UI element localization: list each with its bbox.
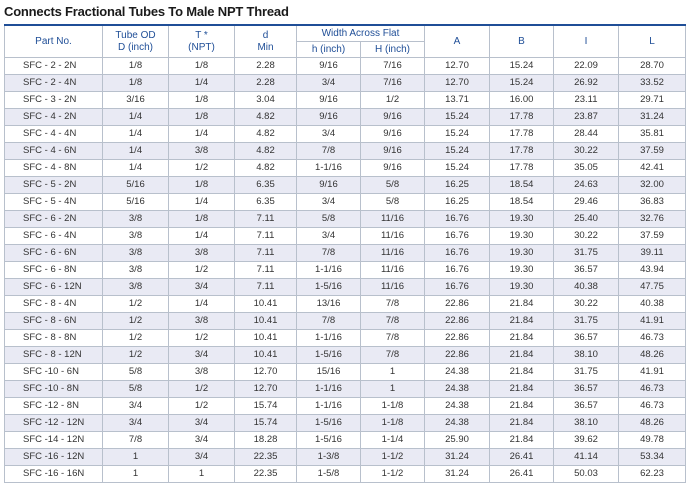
cell-i: 40.38 <box>554 279 619 296</box>
table-row <box>5 330 686 347</box>
cell-t-npt: 3/4 <box>169 347 235 364</box>
cell-a: 25.90 <box>425 432 490 449</box>
cell-b: 21.84 <box>490 330 554 347</box>
cell-h-large: 5/8 <box>361 177 425 194</box>
cell-l: 62.23 <box>619 466 686 483</box>
header-part-no: Part No. <box>5 25 103 58</box>
page-title: Connects Fractional Tubes To Male NPT Thread <box>4 4 289 19</box>
cell-h-large: 1 <box>361 364 425 381</box>
cell-h-large: 9/16 <box>361 160 425 177</box>
cell-d-min: 22.35 <box>235 449 297 466</box>
table-row <box>5 279 686 296</box>
cell-i: 36.57 <box>554 262 619 279</box>
cell-l: 36.83 <box>619 194 686 211</box>
cell-tube-od: 1/2 <box>103 296 169 313</box>
cell-b: 18.54 <box>490 177 554 194</box>
cell-i: 41.14 <box>554 449 619 466</box>
cell-a: 15.24 <box>425 109 490 126</box>
cell-a: 16.25 <box>425 177 490 194</box>
header-h-inch-small: h (inch) <box>297 42 361 58</box>
cell-h-large: 7/8 <box>361 330 425 347</box>
cell-t-npt: 1/2 <box>169 160 235 177</box>
cell-i: 35.05 <box>554 160 619 177</box>
cell-h-small: 3/4 <box>297 75 361 92</box>
cell-t-npt: 1/4 <box>169 194 235 211</box>
cell-l: 41.91 <box>619 313 686 330</box>
cell-i: 39.62 <box>554 432 619 449</box>
cell-a: 16.25 <box>425 194 490 211</box>
cell-i: 26.92 <box>554 75 619 92</box>
table-row <box>5 415 686 432</box>
cell-part-no: SFC -12 - 8N <box>5 398 103 415</box>
cell-tube-od: 1/2 <box>103 313 169 330</box>
cell-tube-od: 3/8 <box>103 279 169 296</box>
cell-d-min: 15.74 <box>235 398 297 415</box>
cell-b: 21.84 <box>490 415 554 432</box>
cell-t-npt: 3/4 <box>169 432 235 449</box>
cell-b: 21.84 <box>490 381 554 398</box>
cell-h-large: 11/16 <box>361 245 425 262</box>
cell-a: 22.86 <box>425 313 490 330</box>
cell-i: 50.03 <box>554 466 619 483</box>
cell-h-small: 1-5/16 <box>297 347 361 364</box>
cell-tube-od: 7/8 <box>103 432 169 449</box>
cell-a: 24.38 <box>425 415 490 432</box>
cell-i: 30.22 <box>554 143 619 160</box>
cell-b: 17.78 <box>490 160 554 177</box>
cell-h-large: 1 <box>361 381 425 398</box>
cell-tube-od: 3/8 <box>103 211 169 228</box>
cell-l: 32.76 <box>619 211 686 228</box>
cell-t-npt: 1 <box>169 466 235 483</box>
cell-t-npt: 3/4 <box>169 279 235 296</box>
cell-part-no: SFC - 3 - 2N <box>5 92 103 109</box>
cell-part-no: SFC - 6 - 8N <box>5 262 103 279</box>
cell-d-min: 7.11 <box>235 262 297 279</box>
cell-h-small: 1-5/16 <box>297 432 361 449</box>
table-body <box>5 58 686 483</box>
cell-b: 21.84 <box>490 364 554 381</box>
cell-a: 31.24 <box>425 449 490 466</box>
cell-l: 28.70 <box>619 58 686 75</box>
cell-h-small: 1-1/16 <box>297 330 361 347</box>
cell-a: 16.76 <box>425 279 490 296</box>
table-row <box>5 381 686 398</box>
cell-l: 48.26 <box>619 347 686 364</box>
cell-b: 21.84 <box>490 347 554 364</box>
cell-part-no: SFC - 6 - 6N <box>5 245 103 262</box>
cell-part-no: SFC - 4 - 4N <box>5 126 103 143</box>
cell-part-no: SFC -12 - 12N <box>5 415 103 432</box>
cell-tube-od: 1 <box>103 449 169 466</box>
cell-a: 24.38 <box>425 381 490 398</box>
cell-h-large: 1-1/4 <box>361 432 425 449</box>
cell-part-no: SFC - 8 - 12N <box>5 347 103 364</box>
cell-h-small: 5/8 <box>297 211 361 228</box>
cell-d-min: 10.41 <box>235 330 297 347</box>
cell-tube-od: 3/4 <box>103 415 169 432</box>
cell-d-min: 12.70 <box>235 381 297 398</box>
cell-a: 16.76 <box>425 245 490 262</box>
cell-d-min: 7.11 <box>235 228 297 245</box>
cell-tube-od: 1/2 <box>103 347 169 364</box>
table-row <box>5 449 686 466</box>
cell-d-min: 7.11 <box>235 211 297 228</box>
cell-h-large: 11/16 <box>361 279 425 296</box>
cell-tube-od: 3/8 <box>103 262 169 279</box>
header-d <box>235 25 297 58</box>
cell-b: 26.41 <box>490 466 554 483</box>
cell-i: 23.87 <box>554 109 619 126</box>
cell-t-npt: 3/4 <box>169 415 235 432</box>
cell-h-large: 1-1/8 <box>361 415 425 432</box>
cell-tube-od: 3/8 <box>103 228 169 245</box>
cell-h-large: 11/16 <box>361 228 425 245</box>
cell-l: 48.26 <box>619 415 686 432</box>
cell-i: 30.22 <box>554 228 619 245</box>
cell-d-min: 10.41 <box>235 347 297 364</box>
cell-b: 26.41 <box>490 449 554 466</box>
cell-l: 37.59 <box>619 143 686 160</box>
table-row <box>5 432 686 449</box>
cell-b: 19.30 <box>490 262 554 279</box>
table-row <box>5 109 686 126</box>
cell-part-no: SFC - 5 - 2N <box>5 177 103 194</box>
cell-a: 15.24 <box>425 126 490 143</box>
cell-d-min: 4.82 <box>235 126 297 143</box>
cell-t-npt: 1/8 <box>169 92 235 109</box>
header-d-line2: Min <box>257 41 274 53</box>
cell-part-no: SFC -16 - 12N <box>5 449 103 466</box>
table-row <box>5 228 686 245</box>
cell-l: 33.52 <box>619 75 686 92</box>
cell-t-npt: 1/8 <box>169 177 235 194</box>
table-row <box>5 296 686 313</box>
header-d-line1: d <box>262 29 269 41</box>
cell-a: 22.86 <box>425 330 490 347</box>
cell-b: 19.30 <box>490 211 554 228</box>
header-t-line1: T * <box>195 29 208 41</box>
cell-d-min: 2.28 <box>235 75 297 92</box>
cell-h-small: 9/16 <box>297 58 361 75</box>
cell-t-npt: 3/8 <box>169 364 235 381</box>
table-header <box>5 25 686 58</box>
cell-l: 49.78 <box>619 432 686 449</box>
cell-h-large: 7/16 <box>361 58 425 75</box>
cell-part-no: SFC - 4 - 8N <box>5 160 103 177</box>
cell-d-min: 4.82 <box>235 109 297 126</box>
cell-b: 15.24 <box>490 58 554 75</box>
cell-d-min: 12.70 <box>235 364 297 381</box>
cell-a: 16.76 <box>425 211 490 228</box>
cell-d-min: 7.11 <box>235 279 297 296</box>
cell-h-large: 7/8 <box>361 296 425 313</box>
cell-i: 25.40 <box>554 211 619 228</box>
header-b: B <box>490 25 554 58</box>
cell-h-small: 1-1/16 <box>297 398 361 415</box>
cell-h-large: 11/16 <box>361 211 425 228</box>
cell-l: 42.41 <box>619 160 686 177</box>
cell-t-npt: 1/4 <box>169 126 235 143</box>
cell-tube-od: 5/16 <box>103 177 169 194</box>
cell-tube-od: 3/8 <box>103 245 169 262</box>
cell-h-small: 3/4 <box>297 228 361 245</box>
table-row <box>5 466 686 483</box>
cell-h-large: 7/16 <box>361 75 425 92</box>
cell-h-small: 1-5/16 <box>297 415 361 432</box>
cell-h-large: 7/8 <box>361 313 425 330</box>
cell-part-no: SFC -16 - 16N <box>5 466 103 483</box>
cell-b: 16.00 <box>490 92 554 109</box>
cell-d-min: 10.41 <box>235 296 297 313</box>
cell-part-no: SFC -10 - 8N <box>5 381 103 398</box>
header-t <box>169 25 235 58</box>
cell-t-npt: 1/8 <box>169 211 235 228</box>
cell-h-large: 1-1/2 <box>361 466 425 483</box>
cell-l: 53.34 <box>619 449 686 466</box>
cell-t-npt: 1/8 <box>169 58 235 75</box>
cell-b: 17.78 <box>490 109 554 126</box>
cell-d-min: 18.28 <box>235 432 297 449</box>
cell-l: 29.71 <box>619 92 686 109</box>
cell-h-small: 9/16 <box>297 92 361 109</box>
cell-a: 24.38 <box>425 364 490 381</box>
cell-h-large: 1/2 <box>361 92 425 109</box>
cell-h-small: 1-3/8 <box>297 449 361 466</box>
cell-h-large: 7/8 <box>361 347 425 364</box>
cell-t-npt: 1/2 <box>169 262 235 279</box>
cell-a: 16.76 <box>425 262 490 279</box>
cell-b: 21.84 <box>490 296 554 313</box>
cell-l: 46.73 <box>619 381 686 398</box>
header-l: L <box>619 25 686 58</box>
cell-b: 17.78 <box>490 143 554 160</box>
cell-h-large: 5/8 <box>361 194 425 211</box>
cell-i: 31.75 <box>554 245 619 262</box>
cell-part-no: SFC - 4 - 6N <box>5 143 103 160</box>
cell-h-large: 9/16 <box>361 126 425 143</box>
cell-t-npt: 1/4 <box>169 296 235 313</box>
cell-b: 21.84 <box>490 398 554 415</box>
cell-h-large: 11/16 <box>361 262 425 279</box>
cell-h-small: 9/16 <box>297 177 361 194</box>
cell-t-npt: 3/8 <box>169 143 235 160</box>
table-row <box>5 398 686 415</box>
cell-b: 21.84 <box>490 432 554 449</box>
cell-l: 37.59 <box>619 228 686 245</box>
cell-d-min: 7.11 <box>235 245 297 262</box>
table-row <box>5 194 686 211</box>
table-row <box>5 58 686 75</box>
header-tube-od-line1: Tube OD <box>115 29 156 41</box>
cell-h-small: 1-1/16 <box>297 381 361 398</box>
cell-a: 13.71 <box>425 92 490 109</box>
cell-l: 35.81 <box>619 126 686 143</box>
cell-tube-od: 1/4 <box>103 160 169 177</box>
cell-part-no: SFC - 8 - 6N <box>5 313 103 330</box>
cell-part-no: SFC - 6 - 12N <box>5 279 103 296</box>
cell-h-small: 3/4 <box>297 194 361 211</box>
cell-d-min: 3.04 <box>235 92 297 109</box>
cell-l: 41.91 <box>619 364 686 381</box>
cell-h-small: 1-5/8 <box>297 466 361 483</box>
cell-t-npt: 1/2 <box>169 330 235 347</box>
header-tube-od <box>103 25 169 58</box>
table-row <box>5 211 686 228</box>
cell-part-no: SFC - 5 - 4N <box>5 194 103 211</box>
cell-part-no: SFC - 6 - 4N <box>5 228 103 245</box>
cell-tube-od: 1/2 <box>103 330 169 347</box>
cell-b: 18.54 <box>490 194 554 211</box>
cell-t-npt: 1/2 <box>169 381 235 398</box>
cell-l: 32.00 <box>619 177 686 194</box>
cell-a: 15.24 <box>425 143 490 160</box>
cell-i: 22.09 <box>554 58 619 75</box>
cell-h-small: 13/16 <box>297 296 361 313</box>
cell-d-min: 10.41 <box>235 313 297 330</box>
cell-b: 19.30 <box>490 245 554 262</box>
cell-tube-od: 1 <box>103 466 169 483</box>
cell-a: 16.76 <box>425 228 490 245</box>
cell-h-small: 7/8 <box>297 143 361 160</box>
cell-h-large: 9/16 <box>361 109 425 126</box>
table-row <box>5 160 686 177</box>
table-row <box>5 245 686 262</box>
cell-tube-od: 5/8 <box>103 364 169 381</box>
cell-t-npt: 3/8 <box>169 313 235 330</box>
spec-table <box>4 24 686 483</box>
cell-i: 38.10 <box>554 415 619 432</box>
cell-part-no: SFC - 8 - 8N <box>5 330 103 347</box>
cell-d-min: 4.82 <box>235 143 297 160</box>
header-i: I <box>554 25 619 58</box>
cell-h-small: 7/8 <box>297 313 361 330</box>
table-row <box>5 92 686 109</box>
table-row <box>5 75 686 92</box>
table-row <box>5 177 686 194</box>
cell-b: 19.30 <box>490 279 554 296</box>
cell-i: 24.63 <box>554 177 619 194</box>
table-row <box>5 347 686 364</box>
cell-h-small: 9/16 <box>297 109 361 126</box>
cell-i: 36.57 <box>554 398 619 415</box>
cell-part-no: SFC - 6 - 2N <box>5 211 103 228</box>
cell-t-npt: 3/8 <box>169 245 235 262</box>
cell-t-npt: 1/2 <box>169 398 235 415</box>
header-tube-od-line2: D (inch) <box>117 41 153 53</box>
cell-h-large: 1-1/2 <box>361 449 425 466</box>
cell-tube-od: 1/8 <box>103 58 169 75</box>
cell-b: 17.78 <box>490 126 554 143</box>
cell-h-small: 7/8 <box>297 245 361 262</box>
cell-tube-od: 5/8 <box>103 381 169 398</box>
cell-part-no: SFC -14 - 12N <box>5 432 103 449</box>
cell-part-no: SFC - 2 - 4N <box>5 75 103 92</box>
cell-d-min: 22.35 <box>235 466 297 483</box>
cell-part-no: SFC -10 - 6N <box>5 364 103 381</box>
cell-t-npt: 1/4 <box>169 228 235 245</box>
cell-a: 12.70 <box>425 75 490 92</box>
cell-t-npt: 1/4 <box>169 75 235 92</box>
cell-h-small: 15/16 <box>297 364 361 381</box>
cell-h-small: 1-1/16 <box>297 160 361 177</box>
header-t-line2: (NPT) <box>188 41 215 53</box>
cell-tube-od: 3/4 <box>103 398 169 415</box>
cell-i: 31.75 <box>554 313 619 330</box>
table-row <box>5 262 686 279</box>
cell-tube-od: 3/16 <box>103 92 169 109</box>
cell-i: 31.75 <box>554 364 619 381</box>
cell-part-no: SFC - 8 - 4N <box>5 296 103 313</box>
cell-d-min: 15.74 <box>235 415 297 432</box>
cell-l: 46.73 <box>619 330 686 347</box>
header-h-inch-large: H (inch) <box>361 42 425 58</box>
cell-i: 38.10 <box>554 347 619 364</box>
header-width-across-flat: Width Across Flat <box>297 25 425 42</box>
cell-l: 47.75 <box>619 279 686 296</box>
cell-h-small: 3/4 <box>297 126 361 143</box>
cell-t-npt: 3/4 <box>169 449 235 466</box>
cell-a: 31.24 <box>425 466 490 483</box>
cell-i: 36.57 <box>554 330 619 347</box>
table-row <box>5 313 686 330</box>
cell-i: 29.46 <box>554 194 619 211</box>
cell-i: 28.44 <box>554 126 619 143</box>
cell-tube-od: 1/8 <box>103 75 169 92</box>
cell-d-min: 4.82 <box>235 160 297 177</box>
header-a: A <box>425 25 490 58</box>
cell-h-large: 1-1/8 <box>361 398 425 415</box>
cell-b: 19.30 <box>490 228 554 245</box>
table-row <box>5 126 686 143</box>
cell-d-min: 6.35 <box>235 194 297 211</box>
cell-l: 31.24 <box>619 109 686 126</box>
cell-d-min: 6.35 <box>235 177 297 194</box>
cell-tube-od: 1/4 <box>103 126 169 143</box>
cell-a: 22.86 <box>425 296 490 313</box>
table-row <box>5 143 686 160</box>
cell-part-no: SFC - 4 - 2N <box>5 109 103 126</box>
cell-b: 21.84 <box>490 313 554 330</box>
cell-a: 12.70 <box>425 58 490 75</box>
cell-l: 40.38 <box>619 296 686 313</box>
cell-l: 39.11 <box>619 245 686 262</box>
cell-h-small: 1-1/16 <box>297 262 361 279</box>
cell-i: 36.57 <box>554 381 619 398</box>
cell-h-large: 9/16 <box>361 143 425 160</box>
cell-tube-od: 5/16 <box>103 194 169 211</box>
cell-l: 43.94 <box>619 262 686 279</box>
cell-i: 30.22 <box>554 296 619 313</box>
cell-a: 24.38 <box>425 398 490 415</box>
table-row <box>5 364 686 381</box>
cell-a: 15.24 <box>425 160 490 177</box>
cell-l: 46.73 <box>619 398 686 415</box>
cell-d-min: 2.28 <box>235 58 297 75</box>
cell-part-no: SFC - 2 - 2N <box>5 58 103 75</box>
cell-a: 22.86 <box>425 347 490 364</box>
cell-tube-od: 1/4 <box>103 109 169 126</box>
cell-t-npt: 1/8 <box>169 109 235 126</box>
cell-b: 15.24 <box>490 75 554 92</box>
cell-i: 23.11 <box>554 92 619 109</box>
cell-h-small: 1-5/16 <box>297 279 361 296</box>
cell-tube-od: 1/4 <box>103 143 169 160</box>
